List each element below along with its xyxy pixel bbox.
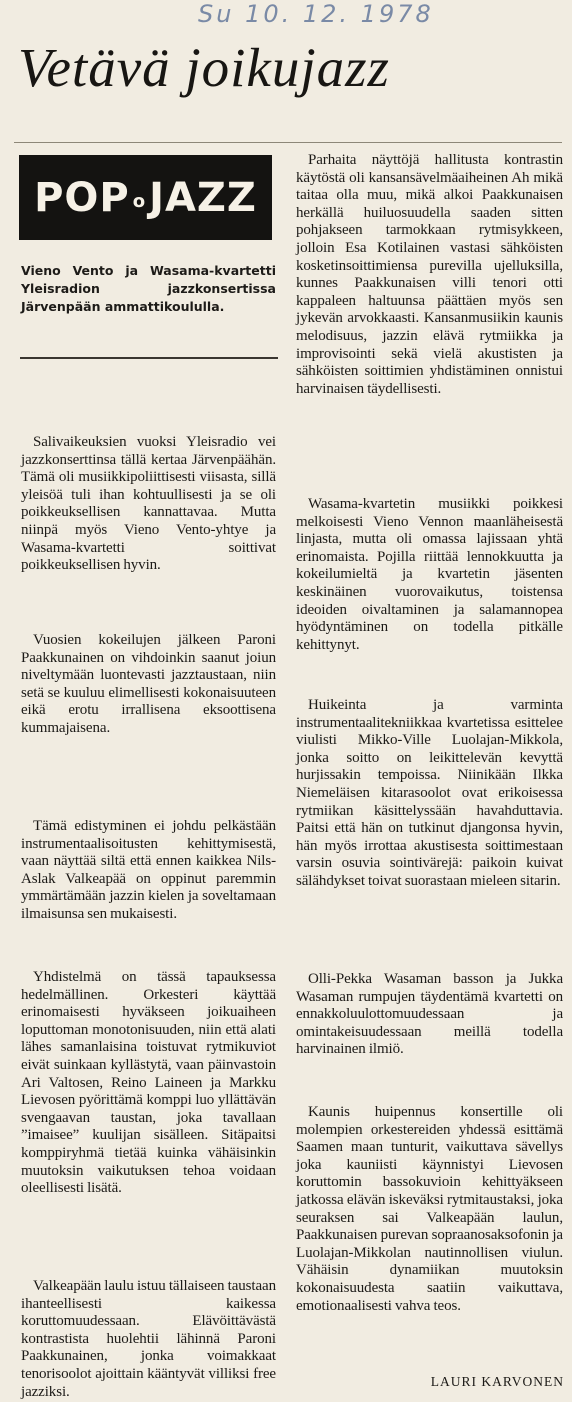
headline: Vetävä joikujazz xyxy=(18,37,390,98)
article-paragraph: Yhdistelmä on tässä tapauksessa hedelmällinen. Orkesteri käyttää erinomaisesti hyväkseen joikuaiheen loputtoman monotonisuuden, niin että alati lähes samanlaisina toistuvat rytmikuviot eivät suinkaan kyllästytä, vaan päinvastoin Ari Valtosen, Reino Laineen ja Markku Lievosen pyörittämä komppi luo yllättävän svengaavan taustan, joka tavallaan ”imaisee” kuulijan sisälleen. Sitäpaitsi komppiryhmä tietää kuinka vähäisinkin muutoksin vaikutuksen tehoa voidaan oleellisesti lisätä. xyxy=(21,969,276,1197)
headline-rule xyxy=(14,142,562,143)
date-stamp: Su 10. 12. 1978 xyxy=(198,0,434,28)
badge-dot: o xyxy=(132,191,147,212)
byline: LAURI KARVONEN xyxy=(430,1374,564,1389)
lead-rule xyxy=(20,357,278,359)
badge-right-text: JAZZ xyxy=(149,174,257,221)
article-paragraph: Vuosien kokeilujen jälkeen Paroni Paakkunainen on vihdoinkin saanut joiun niveltymään luontevasti jazztaustaan, niin setä se kuuluu elimellisesti kokonaisuuteen eikä erotu irrallisena eksoottisena kummajaisena. xyxy=(21,632,276,736)
article-paragraph: Kaunis huipennus konsertille oli molempien orkestereiden yhdessä esittämä Saamen maan tunturit, vaikuttava sävellys joka kauniisti käynnistyi Lievosen koruttomin bassokuvioin kehittyäkseen jatkossa elävän iskeväksi rytmitaustaksi, joka seuraksen sai Valkeapään laulun, Paakkunaisen purevan sopraanosaksofonin ja Luolajan-Mikkolan nautinnollisen viulun. Vähäisin dynamiikan muutoksin kokonaisuudesta saatiin vaikuttava, emotionaalisesti vahva teos. xyxy=(296,1104,563,1314)
article-paragraph: Tämä edistyminen ei johdu pelkästään instrumentaalisoitusten kehittymisestä, vaan näyttää siltä että ennen kaikkea Nils-Aslak Valkeapää on oppinut paremmin ymmärtämään jazzin kielen ja soveltamaan ilmaisunsa sen mukaisesti. xyxy=(21,818,276,922)
article-paragraph: Huikeinta ja varminta instrumentaalitekniikkaa kvartetissa esittelee viulisti Mikko-Ville Luolajan-Mikkola, jonka soitto on leikittelevän kevyttä hurjissakin tempoissa. Niinikään Ilkka Niemeläisen kitarasoolot ovat erikoisessa rytmiikan käsittelyssään havahduttavia. Paitsi että hän on tutkinut djangonsa hyvin, hän myös irrottaa akustisesta soittimestaan varsin osuvia sointivärejä: paikoin kuivat sälähdykset toivat suorastaan mieleen sitarin. xyxy=(296,697,563,889)
article-paragraph: Olli-Pekka Wasaman basson ja Jukka Wasaman rumpujen täydentämä kvartetti on ennakkoluulottomuudessaan ja omintakeisuudessaan meillä todella harvinainen ilmiö. xyxy=(296,971,563,1058)
pop-jazz-badge xyxy=(19,155,272,240)
article-paragraph: Valkeapään laulu istuu tällaiseen taustaan ihanteellisesti kaikessa koruttomuudessaan. Elävöittävästä kontrastista huolehtii lähinnä Paroni Paakkunainen, jonka voimakkaat tenorisoolot ajoittain kääntyvät villiksi free jazziksi. xyxy=(21,1278,276,1400)
article-paragraph: Salivaikeuksien vuoksi Yleisradio vei jazzkonserttinsa tällä kertaa Järvenpäähän. Tämä oli musiikkipoliittisesti viisasta, sillä yleisöä tuli ihan kohtuullisesti ja se oli poikkeuksellisen kannattavaa. Mutta niinpä myös Vieno Vento-yhtye ja Wasama-kvartetti soittivat poikkeuksellisen hyvin. xyxy=(21,434,276,574)
lead-paragraph: Vieno Vento ja Wasama-kvartetti Yleisradion jazzkonsertissa Järvenpään ammattikoululla. xyxy=(21,263,276,314)
badge-left-text: POP xyxy=(34,174,130,221)
article-paragraph: Wasama-kvartetin musiikki poikkesi melkoisesti Vieno Vennon maanläheisestä linjasta, mutta oli omassa lajissaan yhtä erinomaista. Pojilla riittää lennokkuutta ja kokeilumieltä ja kvartetin jäsenten keskinäinen vuorovaikutus, toistensa ideoiden oivaltaminen ja salamannopea hyödyntäminen on todella pitkälle kehittynyt. xyxy=(296,496,563,653)
article-paragraph: Parhaita näyttöjä hallitusta kontrastin käytöstä oli kansansävelmäaiheinen Ah mikä taitaa olla muu, mikä alkoi Paakkunaisen herkällä huiluosuudella saaden sitten pohjakseen tarmokkaan rytmisykkeen, jolloin Esa Kotilainen vastasi sähköisten kosketinsoittimiensa purevilla ujelluksilla, kunnes Paakkunaisen villi tenori otti kappaleen haltuunsa päättäen myös sen jykevän arvokkaasti. Kansanmusiikin kaunis melodisuus, jazzin elävä rytmiikka ja improvisointi sekä vielä akustisten ja sähköisten soittimien yhdistäminen onnistui harvinaisen täydellisesti. xyxy=(296,152,563,397)
